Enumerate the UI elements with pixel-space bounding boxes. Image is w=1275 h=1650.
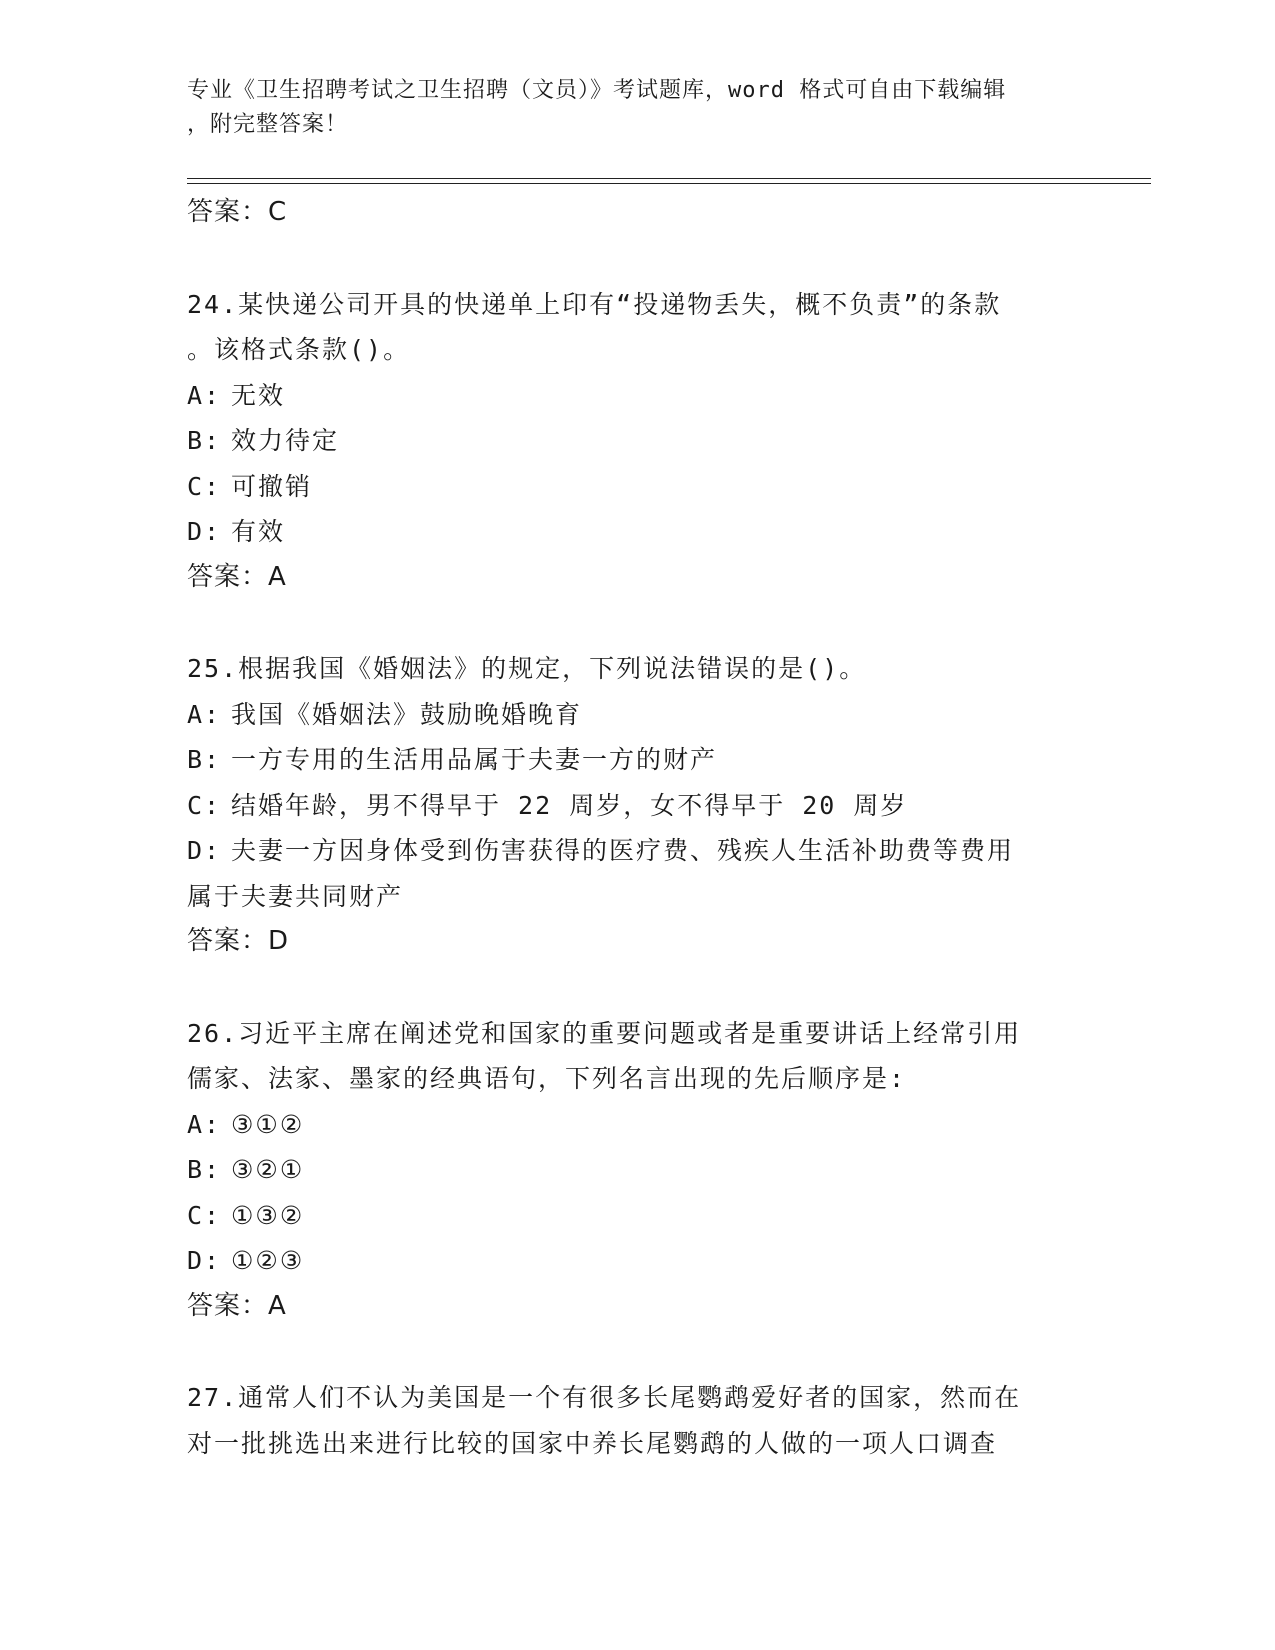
spacer	[187, 965, 1087, 1011]
header-note-line-1: 专业《卫生招聘考试之卫生招聘（文员）》考试题库，word 格式可自由下载编辑	[187, 78, 1007, 103]
spacer	[187, 236, 1087, 282]
option-key: C:	[187, 790, 222, 820]
option-text: 可撤销	[231, 471, 313, 501]
option-a	[187, 373, 1087, 419]
option-text: 无效	[231, 380, 286, 410]
spacer	[187, 600, 1087, 646]
option-text: ①③②	[231, 1200, 305, 1230]
option-text: 结婚年龄，男不得早于 22 周岁，女不得早于 20 周岁	[231, 790, 908, 820]
option-key: D:	[187, 1246, 222, 1275]
header-note-line-2: ，附完整答案！	[187, 112, 349, 137]
option-key: A:	[187, 380, 222, 410]
option-text: 有效	[231, 517, 286, 546]
option-d	[187, 828, 1087, 874]
answer-label: 答案：D	[187, 926, 290, 956]
question-text-line: 对一批挑选出来进行比较的国家中养长尾鹦鹉的人做的一项人口调查	[187, 1428, 998, 1458]
option-text: 我国《婚姻法》鼓励晚婚晚育	[231, 699, 583, 729]
option-key: C:	[187, 471, 222, 501]
option-text: ③②①	[231, 1155, 305, 1184]
option-key: B:	[187, 426, 222, 455]
option-a	[187, 692, 1087, 738]
option-c	[187, 464, 1087, 510]
question-25	[187, 646, 1087, 965]
option-b	[187, 737, 1087, 783]
question-text-line: 24.某快递公司开具的快递单上印有“投递物丢失，概不负责”的条款	[187, 289, 1002, 319]
option-key: A:	[187, 699, 222, 729]
option-key: D:	[187, 517, 222, 546]
option-text: 效力待定	[231, 426, 340, 455]
question-text-line: 儒家、法家、墨家的经典语句，下列名言出现的先后顺序是:	[187, 1064, 907, 1093]
header-divider-top	[187, 178, 1151, 179]
option-a	[187, 1102, 1087, 1148]
header-divider-bottom	[187, 183, 1151, 184]
option-key: B:	[187, 1155, 222, 1184]
option-text: 一方专用的生活用品属于夫妻一方的财产	[231, 745, 718, 774]
spacer	[187, 1329, 1087, 1375]
question-text-line: 25.根据我国《婚姻法》的规定，下列说法错误的是()。	[187, 654, 867, 683]
question-text-line: 。该格式条款()。	[187, 335, 411, 364]
option-text: ①②③	[231, 1246, 305, 1275]
question-content	[187, 190, 1087, 1466]
option-d	[187, 509, 1087, 555]
answer-label: 答案：C	[187, 197, 288, 227]
option-text: 夫妻一方因身体受到伤害获得的医疗费、残疾人生活补助费等费用	[231, 836, 1015, 865]
question-text-line: 27.通常人们不认为美国是一个有很多长尾鹦鹉爱好者的国家，然而在	[187, 1383, 1022, 1412]
option-d	[187, 1238, 1087, 1284]
option-key: A:	[187, 1109, 222, 1139]
question-text-line: 26.习近平主席在阐述党和国家的重要问题或者是重要讲话上经常引用	[187, 1018, 1022, 1048]
document-header-note	[187, 74, 1077, 142]
option-d-continuation: 属于夫妻共同财产	[187, 881, 404, 911]
option-key: D:	[187, 836, 222, 865]
option-text: ③①②	[231, 1109, 305, 1139]
option-c	[187, 1193, 1087, 1239]
question-24	[187, 282, 1087, 601]
option-key: B:	[187, 745, 222, 774]
option-b	[187, 1147, 1087, 1193]
question-26	[187, 1011, 1087, 1330]
answer-label: 答案：A	[187, 561, 287, 592]
option-c	[187, 783, 1087, 829]
question-27	[187, 1375, 1087, 1466]
option-key: C:	[187, 1200, 222, 1230]
option-b	[187, 418, 1087, 464]
answer-label: 答案：A	[187, 1290, 287, 1321]
